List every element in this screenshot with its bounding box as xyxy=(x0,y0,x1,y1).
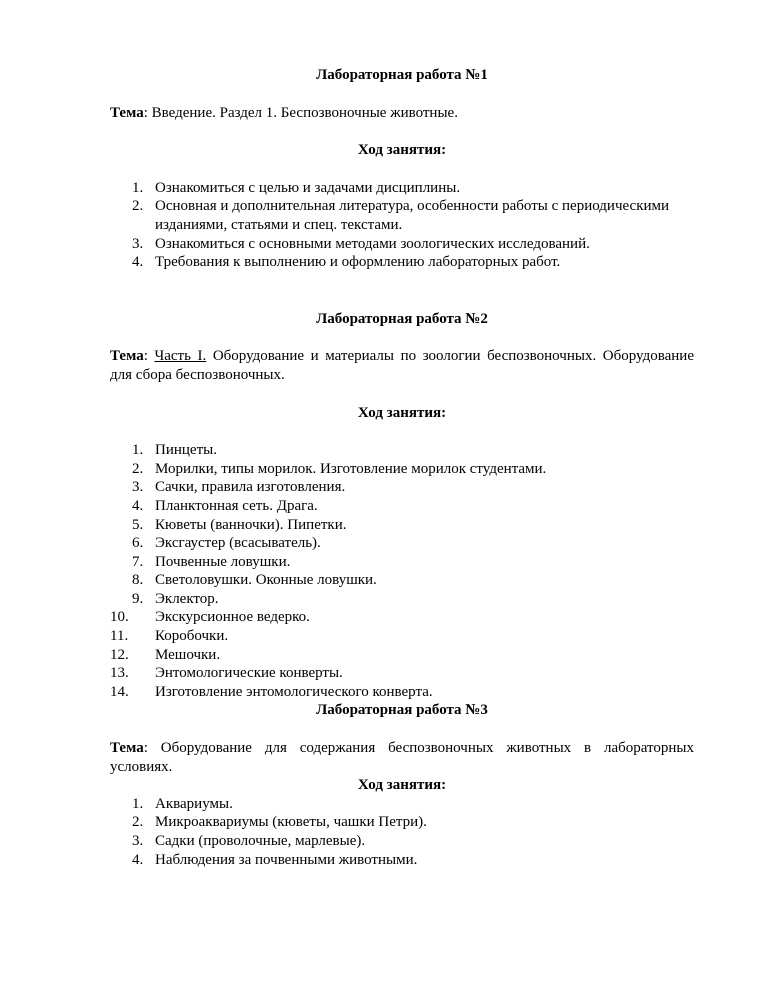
list-item-text: Основная и дополнительная литература, особенности работы с периодическими изданиями, статьями и спец. текстами. xyxy=(155,198,670,233)
list-item-text: Аквариумы. xyxy=(155,795,233,812)
document-page xyxy=(110,66,694,869)
list-item xyxy=(110,197,694,234)
list-item-text: Микроаквариумы (кюветы, чашки Петри). xyxy=(155,814,427,831)
list-item-number: 10. xyxy=(110,609,129,626)
list-item xyxy=(110,553,694,572)
list-item-number: 2. xyxy=(132,460,144,477)
list-item xyxy=(110,516,694,535)
lab3-topic-text: : Оборудование для содержания беспозвоночных животных в лабораторных условиях. xyxy=(110,740,694,775)
list-item xyxy=(110,795,694,814)
lab1-topic-text: : Введение. Раздел 1. Беспозвоночные животные. xyxy=(143,104,458,121)
list-item xyxy=(110,646,694,665)
lab2-topic-text: Оборудование и материалы по зоологии беспозвоночных. Оборудование для сбора беспозвоночных. xyxy=(110,348,694,383)
lab3-topic-label: Тема xyxy=(110,740,144,757)
lab1-topic-label: Тема xyxy=(110,104,144,121)
list-item xyxy=(110,253,694,272)
list-item-text: Сачки, правила изготовления. xyxy=(155,479,346,496)
list-item-number: 3. xyxy=(132,479,144,496)
list-item-number: 3. xyxy=(132,235,144,252)
lab2-title: Лабораторная работа №2 xyxy=(316,310,488,327)
list-item xyxy=(110,832,694,851)
list-item-text: Светоловушки. Оконные ловушки. xyxy=(155,572,377,589)
lab2-topic-label: Тема xyxy=(110,348,144,365)
list-item-number: 11. xyxy=(110,628,129,645)
lab3-progress-title: Ход занятия: xyxy=(357,777,447,794)
list-item-text: Садки (проволочные, марлевые). xyxy=(155,833,366,849)
list-item-number: 6. xyxy=(132,535,144,552)
list-item-text: Эклектор. xyxy=(155,590,219,607)
list-item xyxy=(110,460,694,479)
list-item-number: 1. xyxy=(132,795,144,812)
list-item-number: 9. xyxy=(132,590,144,607)
list-item xyxy=(110,179,694,198)
list-item-text: Экскурсионное ведерко. xyxy=(155,609,310,626)
list-item xyxy=(110,497,694,516)
list-item xyxy=(110,441,694,460)
lab1-topic xyxy=(110,104,694,123)
list-item xyxy=(110,683,694,702)
list-item-number: 14. xyxy=(110,683,129,700)
list-item-number: 8. xyxy=(132,572,144,589)
list-item-text: Почвенные ловушки. xyxy=(155,553,291,570)
list-item-number: 3. xyxy=(132,833,144,849)
list-item-text: Изготовление энтомологического конверта. xyxy=(155,683,433,700)
list-item-number: 5. xyxy=(132,516,144,533)
lab3-title: Лабораторная работа №3 xyxy=(316,702,488,719)
lab3-topic xyxy=(110,739,694,776)
lab1-title: Лабораторная работа №1 xyxy=(316,67,488,83)
lab1-progress-title: Ход занятия: xyxy=(357,142,447,159)
list-item-text: Ознакомиться с основными методами зоологических исследований. xyxy=(155,235,590,252)
list-item xyxy=(110,571,694,590)
lab3-steps-list xyxy=(110,795,694,869)
lab2-topic-part: Часть I. xyxy=(154,348,207,365)
list-item xyxy=(110,478,694,497)
lab1-steps-list xyxy=(110,179,694,272)
list-item-text: Кюветы (ванночки). Пипетки. xyxy=(155,516,347,533)
lab2-topic-sep: : xyxy=(143,348,155,365)
list-item xyxy=(110,664,694,683)
list-item-number: 1. xyxy=(132,442,144,459)
list-item-text: Требования к выполнению и оформлению лабораторных работ. xyxy=(155,254,561,271)
list-item xyxy=(110,813,694,832)
list-item-text: Пинцеты. xyxy=(155,442,217,459)
list-item-text: Морилки, типы морилок. Изготовление морилок студентами. xyxy=(155,460,547,477)
list-item-text: Коробочки. xyxy=(155,628,229,645)
list-item xyxy=(110,608,694,627)
list-item-number: 12. xyxy=(110,646,129,663)
list-item-text: Мешочки. xyxy=(155,646,221,663)
lab2-steps-list xyxy=(110,441,694,701)
list-item xyxy=(110,235,694,254)
list-item-number: 4. xyxy=(132,497,144,514)
list-item-number: 13. xyxy=(110,665,129,682)
lab2-progress-title: Ход занятия: xyxy=(357,404,447,421)
list-item-text: Планктонная сеть. Драга. xyxy=(155,497,318,514)
lab2-topic xyxy=(110,347,694,384)
list-item-text: Ознакомиться с целью и задачами дисциплины. xyxy=(155,179,461,196)
list-item-number: 1. xyxy=(132,179,144,196)
list-item-number: 2. xyxy=(132,198,144,215)
list-item xyxy=(110,851,694,870)
list-item-number: 4. xyxy=(132,851,144,868)
list-item-number: 2. xyxy=(132,814,144,831)
list-item xyxy=(110,627,694,646)
list-item xyxy=(110,534,694,553)
list-item-number: 7. xyxy=(132,553,144,570)
list-item-text: Наблюдения за почвенными животными. xyxy=(155,851,418,868)
list-item xyxy=(110,590,694,609)
list-item-text: Эксгаустер (всасыватель). xyxy=(155,535,321,552)
list-item-text: Энтомологические конверты. xyxy=(155,665,343,682)
list-item-number: 4. xyxy=(132,254,144,271)
